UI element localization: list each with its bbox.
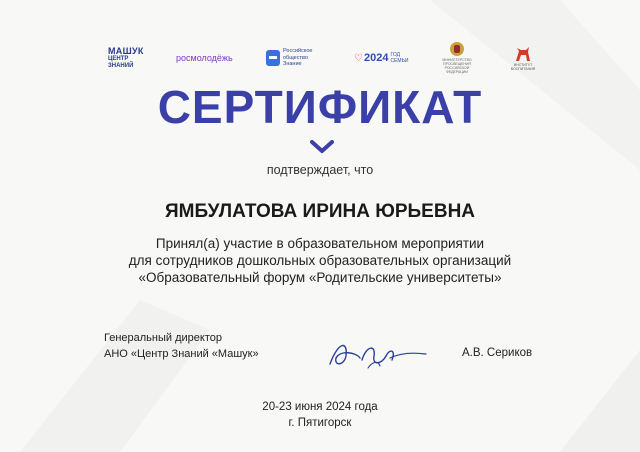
znanie-mark-icon: [266, 50, 280, 66]
chevron-down-icon: [310, 140, 334, 154]
signer-name: А.В. Сериков: [462, 347, 533, 359]
znanie-logo-line: Российское: [283, 48, 313, 55]
body-line: «Образовательный форум «Родительские университеты»: [138, 270, 502, 285]
year-number: 2024: [363, 52, 389, 64]
mashuk-logo-subtitle: ЦЕНТР ЗНАНИЙ: [108, 55, 134, 69]
znanie-logo-line: общество: [283, 54, 308, 61]
confirms-text: подтверждает, что: [266, 163, 374, 177]
mashuk-logo-title: МАШУК: [108, 45, 144, 56]
signer-organization: АНО «Центр Знаний «Машук»: [104, 348, 259, 360]
institute-horse-icon: [514, 46, 532, 62]
mashuk-logo: [108, 40, 152, 76]
body-line: для сотрудников дошкольных образовательных организаций: [128, 253, 512, 268]
event-city: г. Пятигорск: [288, 417, 352, 429]
rosmolodezh-logo-text: росмолодёжь: [176, 53, 233, 63]
coat-of-arms-icon: [450, 42, 464, 56]
certificate-title: СЕРТИФИКАТ: [157, 81, 483, 133]
recipient-name: ЯМБУЛАТОВА ИРИНА ЮРЬЕВНА: [164, 201, 476, 222]
certificate-body: [60, 235, 580, 286]
ministry-logo: [440, 40, 474, 76]
znanie-logo: [266, 40, 336, 76]
institute-logo: [506, 40, 540, 76]
body-line: Принял(а) участие в образовательном мероприятии: [155, 236, 485, 251]
year-of-family-logo: [354, 40, 408, 76]
signer-position: [104, 330, 304, 362]
institute-caption: ИНСТИТУТ ВОСПИТАНИЯ: [510, 62, 536, 71]
znanie-logo-line: Знание: [283, 61, 302, 68]
rosmolodezh-logo: [176, 40, 240, 76]
year-caption: ГОД СЕМЬИ: [390, 52, 409, 64]
heart-icon: ♡: [354, 52, 363, 64]
ministry-caption: МИНИСТЕРСТВО ПРОСВЕЩЕНИЯ РОССИЙСКОЙ ФЕДЕРАЦИИ: [442, 58, 472, 74]
handwritten-signature: [326, 336, 430, 372]
partner-logos: [0, 40, 640, 80]
event-date-place: [0, 399, 640, 431]
signer-title: Генеральный директор: [104, 332, 222, 344]
event-dates: 20-23 июня 2024 года: [262, 401, 378, 413]
